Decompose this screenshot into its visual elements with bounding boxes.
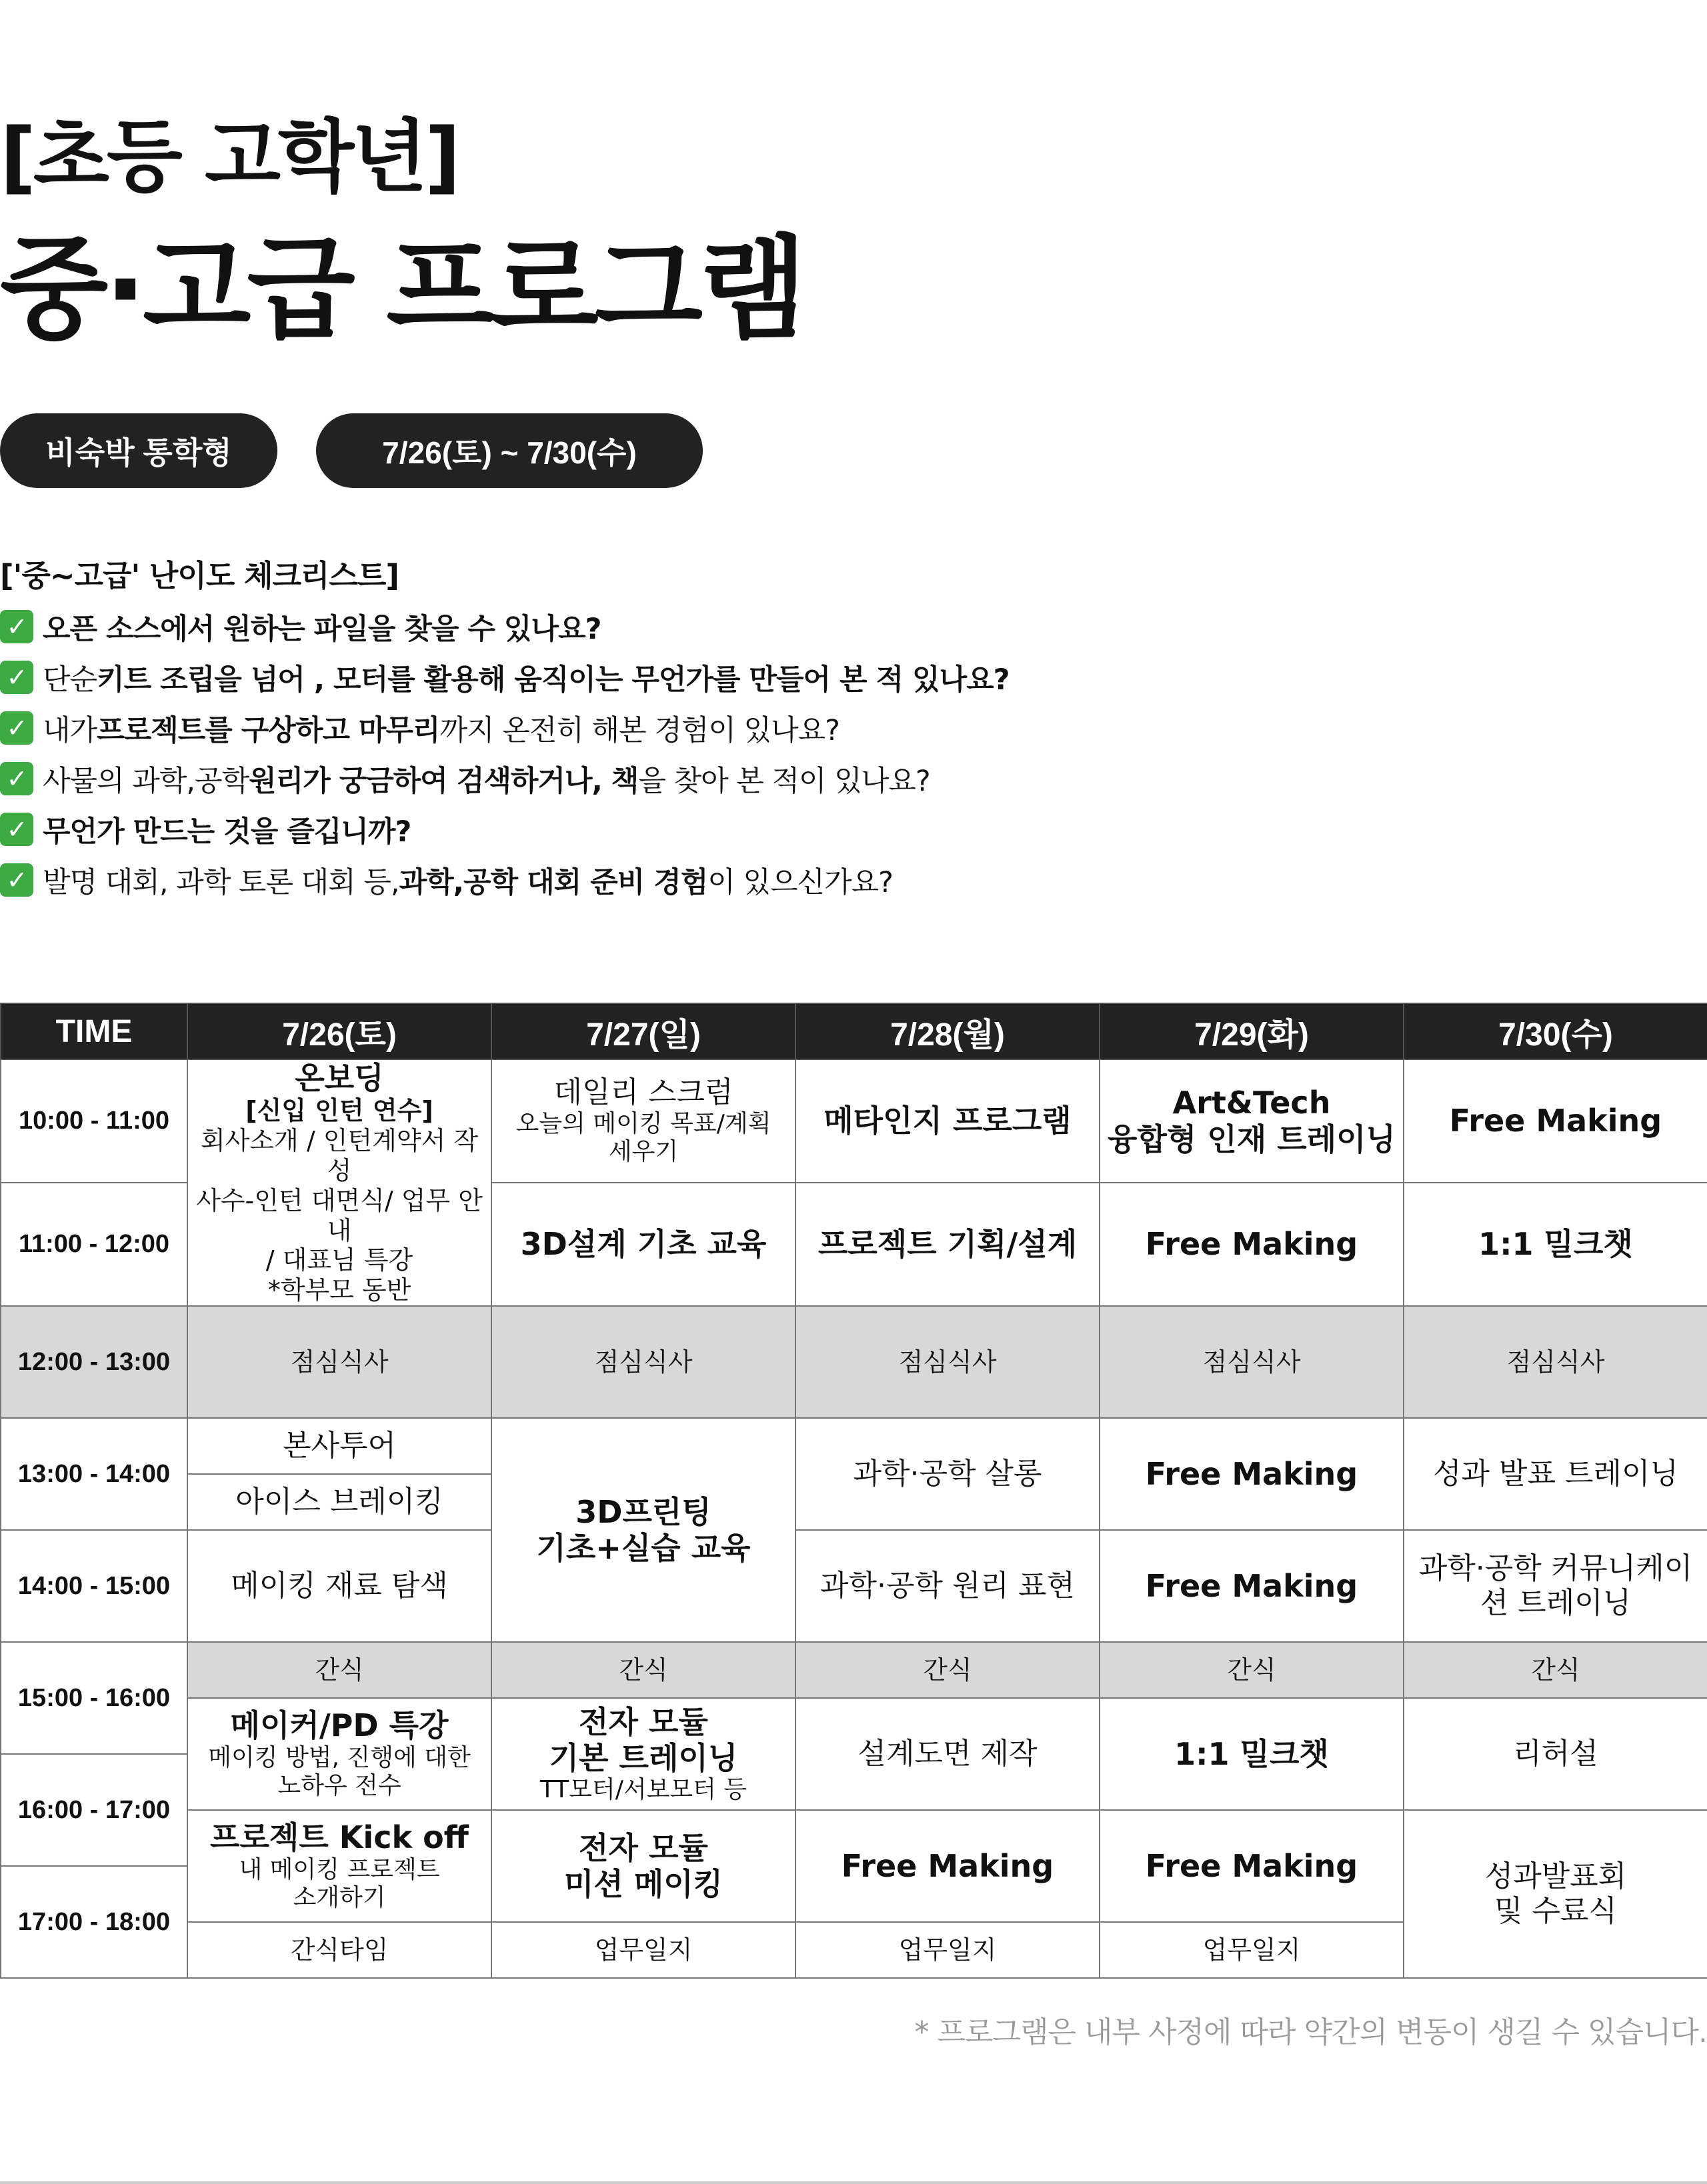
- cell-title: 아이스 브레이킹: [235, 1485, 443, 1519]
- schedule-cell: [187, 1530, 491, 1642]
- table-header-cell: 7/27(일): [491, 1003, 795, 1059]
- cell-title: 1:1 밀크챗: [1478, 1226, 1633, 1263]
- checkmark-icon: ✓: [0, 813, 33, 846]
- cell-title: 3D설계 기초 교육: [520, 1226, 767, 1263]
- checklist-item-text: 무언가 만드는 것을 즐깁니까?: [43, 815, 411, 849]
- time-cell: 16:00 - 17:00: [1, 1754, 187, 1866]
- cell-subtitle: [신입 인턴 연수]: [245, 1096, 433, 1126]
- cell-title: 과학·공학 살롱: [853, 1457, 1042, 1491]
- snack-cell: 간식: [795, 1642, 1100, 1698]
- time-cell: 15:00 - 16:00: [1, 1642, 187, 1754]
- checklist-item: [0, 652, 1134, 703]
- table-header-cell: 7/29(화): [1100, 1003, 1404, 1059]
- cell-title: 메타인지 프로그램: [823, 1103, 1072, 1139]
- type-badge: 비숙박 통학형: [0, 413, 277, 488]
- table-header-row: [1, 1003, 1707, 1059]
- checklist-item: [0, 601, 1134, 652]
- schedule-cell: [187, 1418, 491, 1474]
- cell-title: Free Making: [1449, 1103, 1662, 1139]
- checklist-item-text: 프로젝트를 구상하고 마무리: [97, 713, 440, 747]
- time-cell: 17:00 - 18:00: [1, 1866, 187, 1978]
- checklist-item: [0, 703, 1134, 753]
- schedule-cell: 업무일지: [491, 1922, 795, 1978]
- checkmark-icon: ✓: [0, 863, 33, 897]
- table-row-snack: [1, 1642, 1707, 1698]
- checklist-item-text: 키트 조립을 넘어 , 모터를 활용해 움직이는 무언가를 만들어 본 적 있나요?: [97, 663, 1010, 697]
- lunch-cell: 점심식사: [1100, 1306, 1404, 1418]
- cell-desc: 세우기: [608, 1138, 679, 1166]
- checklist-item-text: 발명 대회, 과학 토론 대회 등,: [43, 865, 399, 899]
- checklist-item-text: 단순: [43, 663, 97, 697]
- time-cell: 12:00 - 13:00: [1, 1306, 187, 1418]
- cell-desc: 사수-인턴 대면식/ 업무 안내: [196, 1185, 483, 1245]
- cell-title: 리허설: [1513, 1737, 1598, 1771]
- checklist-item-text: 사물의 과학,공학: [43, 764, 249, 798]
- table-header-cell: 7/26(토): [187, 1003, 491, 1059]
- cell-desc: / 대표님 특강: [265, 1245, 413, 1275]
- lunch-cell: 점심식사: [1404, 1306, 1707, 1418]
- page-subtitle: [초등 고학년]: [0, 111, 458, 203]
- table-row: [1, 1530, 1707, 1642]
- page-title: 중·고급 프로그램: [0, 224, 803, 355]
- schedule-cell: [187, 1810, 491, 1922]
- cell-title: 성과 발표 트레이닝: [1432, 1457, 1678, 1491]
- checklist-item-text: 원리가 궁금하여 검색하거나, 책: [249, 764, 639, 798]
- lunch-cell: 점심식사: [491, 1306, 795, 1418]
- table-row: [1, 1810, 1707, 1866]
- table-row: [1, 1418, 1707, 1474]
- cell-title: 설계도면 제작: [858, 1737, 1038, 1771]
- schedule-cell: [187, 1698, 491, 1810]
- schedule-cell: [187, 1474, 491, 1530]
- checkmark-icon: ✓: [0, 762, 33, 795]
- schedule-cell: [1100, 1418, 1404, 1530]
- date-badge: 7/26(토) ~ 7/30(수): [316, 413, 703, 488]
- schedule-cell: [795, 1810, 1100, 1922]
- checkmark-icon: ✓: [0, 661, 33, 694]
- checklist-item-text: 과학,공학 대회 준비 경험: [399, 865, 708, 899]
- cell-title: 1:1 밀크챗: [1174, 1735, 1329, 1772]
- checklist-item-text: 까지 온전히 해본 경험이 있나요?: [439, 713, 839, 747]
- divider: [0, 2181, 1707, 2184]
- snack-cell: 간식: [1100, 1642, 1404, 1698]
- checklist: [0, 551, 1134, 905]
- schedule-cell-onboarding: [187, 1059, 491, 1306]
- schedule-cell: [1100, 1183, 1404, 1306]
- checklist-item: [0, 753, 1134, 804]
- cell-desc: 소개하기: [293, 1884, 386, 1912]
- cell-title: Art&Tech: [1172, 1085, 1331, 1121]
- footer-note: * 프로그램은 내부 사정에 따라 약간의 변동이 생길 수 있습니다.: [914, 2015, 1707, 2049]
- table-header-cell: 7/30(수): [1404, 1003, 1707, 1059]
- checklist-item-text: 을 찾아 본 적이 있나요?: [638, 764, 930, 798]
- schedule-cell: [1404, 1810, 1707, 1978]
- cell-title: 프로젝트 기획/설계: [817, 1226, 1078, 1263]
- cell-title: 프로젝트 Kick off: [210, 1819, 469, 1856]
- schedule-cell: [795, 1698, 1100, 1810]
- cell-title: 메이커/PD 특강: [230, 1707, 449, 1744]
- cell-title: 기본 트레이닝: [549, 1739, 738, 1776]
- schedule-cell: [1100, 1698, 1404, 1810]
- snack-cell: 간식: [491, 1642, 795, 1698]
- schedule-cell: [1100, 1810, 1404, 1922]
- time-cell: 10:00 - 11:00: [1, 1059, 187, 1183]
- time-cell: 14:00 - 15:00: [1, 1530, 187, 1642]
- schedule-cell: 간식타임: [187, 1922, 491, 1978]
- cell-desc: 노하우 전수: [277, 1772, 401, 1800]
- lunch-cell: 점심식사: [187, 1306, 491, 1418]
- cell-title: 융합형 인재 트레이닝: [1108, 1121, 1396, 1157]
- schedule-cell: [1404, 1530, 1707, 1642]
- schedule-cell: 업무일지: [1100, 1922, 1404, 1978]
- schedule-cell-daily-scrum: [491, 1059, 795, 1183]
- cell-title: 기초+실습 교육: [536, 1530, 751, 1567]
- lunch-cell: 점심식사: [795, 1306, 1100, 1418]
- time-cell: 13:00 - 14:00: [1, 1418, 187, 1530]
- cell-desc: 회사소개 / 인턴계약서 작성: [200, 1126, 479, 1185]
- cell-title: Free Making: [1145, 1226, 1358, 1263]
- cell-title: 성과발표회: [1484, 1859, 1627, 1894]
- schedule-cell: [795, 1183, 1100, 1306]
- schedule-cell: [491, 1418, 795, 1642]
- table-header-cell: TIME: [1, 1003, 187, 1059]
- cell-title: Free Making: [1145, 1567, 1358, 1604]
- cell-title: 과학·공학 커뮤니케이: [1418, 1551, 1693, 1586]
- cell-title: 및 수료식: [1494, 1894, 1617, 1929]
- checklist-item: [0, 804, 1134, 855]
- schedule-cell: [1100, 1530, 1404, 1642]
- time-cell: 11:00 - 12:00: [1, 1183, 187, 1306]
- cell-title: 션 트레이닝: [1480, 1586, 1632, 1621]
- table-row-lunch: [1, 1306, 1707, 1418]
- cell-title: Free Making: [841, 1847, 1054, 1884]
- schedule-cell: [1100, 1059, 1404, 1183]
- table-row: [1, 1698, 1707, 1754]
- schedule-table: [0, 1003, 1707, 1979]
- snack-cell: 간식: [1404, 1642, 1707, 1698]
- checklist-item-text: 오픈 소스에서 원하는 파일을 찾을 수 있나요?: [43, 612, 601, 646]
- cell-title: 본사투어: [282, 1429, 396, 1463]
- cell-title: 전자 모듈: [579, 1829, 708, 1866]
- checkmark-icon: ✓: [0, 711, 33, 745]
- cell-title: Free Making: [1145, 1455, 1358, 1492]
- checkmark-icon: ✓: [0, 610, 33, 643]
- cell-desc: 메이킹 방법, 진행에 대한: [208, 1743, 471, 1771]
- schedule-cell: [491, 1698, 795, 1810]
- cell-desc: 오늘의 메이킹 목표/계획: [515, 1110, 771, 1137]
- cell-desc: *학부모 동반: [267, 1275, 411, 1305]
- schedule-cell: [1404, 1418, 1707, 1530]
- checklist-item: [0, 855, 1134, 905]
- table-row: [1, 1059, 1707, 1183]
- schedule-cell: [1404, 1059, 1707, 1183]
- schedule-cell: 업무일지: [795, 1922, 1100, 1978]
- cell-title: 3D프린팅: [575, 1493, 711, 1530]
- cell-title: 데일리 스크럼: [553, 1075, 733, 1110]
- cell-title: Free Making: [1145, 1847, 1358, 1884]
- cell-title: 전자 모듈: [579, 1703, 708, 1740]
- checklist-item-text: 내가: [43, 713, 97, 747]
- schedule-cell: [795, 1418, 1100, 1530]
- snack-cell: 간식: [187, 1642, 491, 1698]
- schedule-cell: [491, 1183, 795, 1306]
- schedule-cell: [491, 1810, 795, 1922]
- schedule-cell: [1404, 1698, 1707, 1810]
- cell-title: 온보딩: [295, 1060, 384, 1096]
- schedule-cell: [795, 1530, 1100, 1642]
- table-header-cell: 7/28(월): [795, 1003, 1100, 1059]
- checklist-item-text: 이 있으신가요?: [707, 865, 893, 899]
- cell-title: 미션 메이킹: [563, 1866, 723, 1903]
- checklist-title: ['중~고급' 난이도 체크리스트]: [0, 558, 399, 593]
- schedule-cell: [1404, 1183, 1707, 1306]
- cell-title: 과학·공학 원리 표현: [820, 1569, 1075, 1603]
- cell-desc: TT모터/서보모터 등: [539, 1776, 747, 1804]
- cell-title: 메이킹 재료 탐색: [231, 1569, 448, 1603]
- schedule-cell: [795, 1059, 1100, 1183]
- cell-desc: 내 메이킹 프로젝트: [239, 1855, 440, 1883]
